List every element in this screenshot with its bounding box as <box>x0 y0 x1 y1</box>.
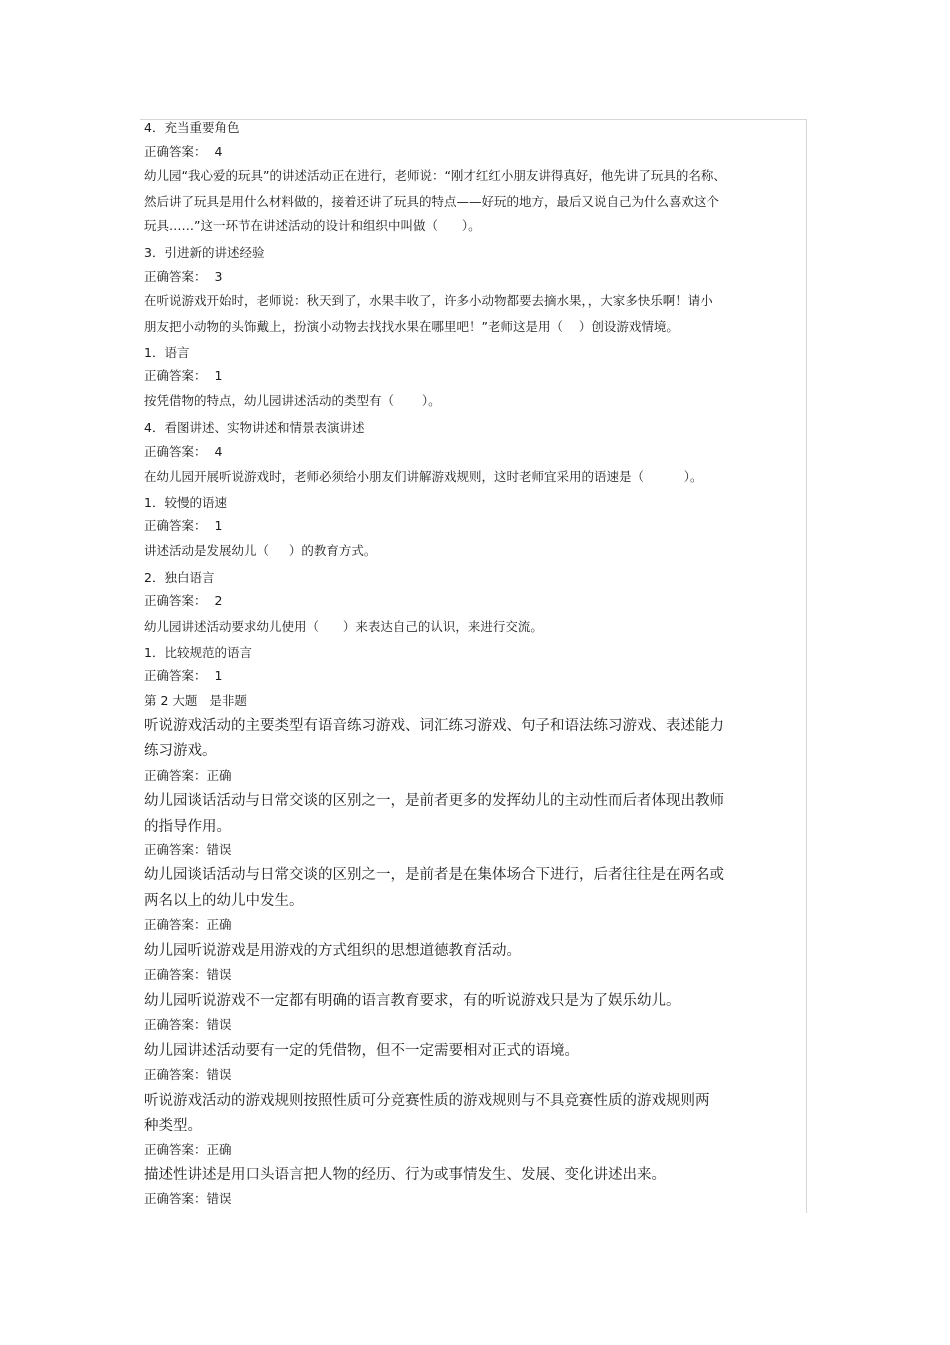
answer-line: 正确答案： 2 <box>144 593 223 608</box>
text-line: 按凭借物的特点，幼儿园讲述活动的类型有（ ）。 <box>144 393 441 408</box>
text-line: 朋友把小动物的头饰戴上，扮演小动物去找找水果在哪里吧！”老师这是用（ ）创设游戏情境。 <box>144 319 679 334</box>
text-line: 讲述活动是发展幼儿（ ）的教育方式。 <box>144 543 377 558</box>
text-line: 种类型。 <box>144 1118 202 1134</box>
text-line: 4．看图讲述、实物讲述和情景表演讲述 <box>144 420 365 435</box>
answer-line: 正确答案： 4 <box>144 144 223 159</box>
text-line: 的指导作用。 <box>144 819 231 835</box>
answer-line: 正确答案： 1 <box>144 668 223 683</box>
answer-line: 正确答案：错误 <box>144 842 232 857</box>
text-line: 2．独白语言 <box>144 570 215 585</box>
answer-line: 正确答案：正确 <box>144 768 232 783</box>
answer-line: 正确答案： 4 <box>144 444 223 459</box>
text-line: 然后讲了玩具是用什么材料做的，接着还讲了玩具的特点——好玩的地方，最后又说自己为什么喜欢这个 <box>144 194 720 209</box>
answer-line: 正确答案：错误 <box>144 967 232 982</box>
answer-line: 正确答案： 1 <box>144 518 223 533</box>
text-line: 幼儿园听说游戏不一定都有明确的语言教育要求，有的听说游戏只是为了娱乐幼儿。 <box>144 993 681 1009</box>
answer-line: 正确答案：错误 <box>144 1191 232 1206</box>
text-line: 1．较慢的语速 <box>144 495 227 510</box>
text-line: 在幼儿园开展听说游戏时，老师必须给小朋友们讲解游戏规则，这时老师宜采用的语速是（ ）。 <box>144 469 703 484</box>
text-line: 描述性讲述是用口头语言把人物的经历、行为或事情发生、发展、变化讲述出来。 <box>144 1167 666 1183</box>
answer-line: 正确答案：错误 <box>144 1017 232 1032</box>
text-line: 两名以上的幼儿中发生。 <box>144 893 304 909</box>
text-line: 1．语言 <box>144 345 190 360</box>
answer-line: 正确答案：正确 <box>144 1142 232 1157</box>
text-line: 练习游戏。 <box>144 743 217 759</box>
text-line: 4．充当重要角色 <box>144 120 240 135</box>
answer-line: 正确答案：正确 <box>144 917 232 932</box>
text-line: 幼儿园谈话活动与日常交谈的区别之一，是前者是在集体场合下进行，后者往往是在两名或 <box>144 867 724 883</box>
text-line: 在听说游戏开始时，老师说：秋天到了，水果丰收了，许多小动物都要去摘水果，，大家多快乐啊！请小 <box>144 293 713 308</box>
answer-line: 正确答案： 1 <box>144 368 223 383</box>
text-line: 第 2 大题 是非题 <box>144 693 247 708</box>
text-line: 听说游戏活动的游戏规则按照性质可分竞赛性质的游戏规则与不具竞赛性质的游戏规则两 <box>144 1093 710 1109</box>
text-line: 幼儿园讲述活动要求幼儿使用（ ）来表达自己的认识，来进行交流。 <box>144 619 543 634</box>
text-line: 幼儿园听说游戏是用游戏的方式组织的思想道德教育活动。 <box>144 943 521 959</box>
answer-line: 正确答案： 3 <box>144 269 223 284</box>
answer-line: 正确答案：错误 <box>144 1067 232 1082</box>
text-line: 1．比较规范的语言 <box>144 645 252 660</box>
text-line: 幼儿园讲述活动要有一定的凭借物，但不一定需要相对正式的语境。 <box>144 1043 579 1059</box>
text-line: 幼儿园谈话活动与日常交谈的区别之一，是前者更多的发挥幼儿的主动性而后者体现出教师 <box>144 793 724 809</box>
text-line: 3．引进新的讲述经验 <box>144 245 265 260</box>
text-line: 听说游戏活动的主要类型有语音练习游戏、词汇练习游戏、句子和语法练习游戏、表述能力 <box>144 718 724 734</box>
text-line: 玩具……”这一环节在讲述活动的设计和组织中叫做（ ）。 <box>144 218 481 233</box>
text-line: 幼儿园“我心爱的玩具”的讲述活动正在进行，老师说：“刚才红红小朋友讲得真好，他先讲了玩具的名称、 <box>144 168 726 183</box>
